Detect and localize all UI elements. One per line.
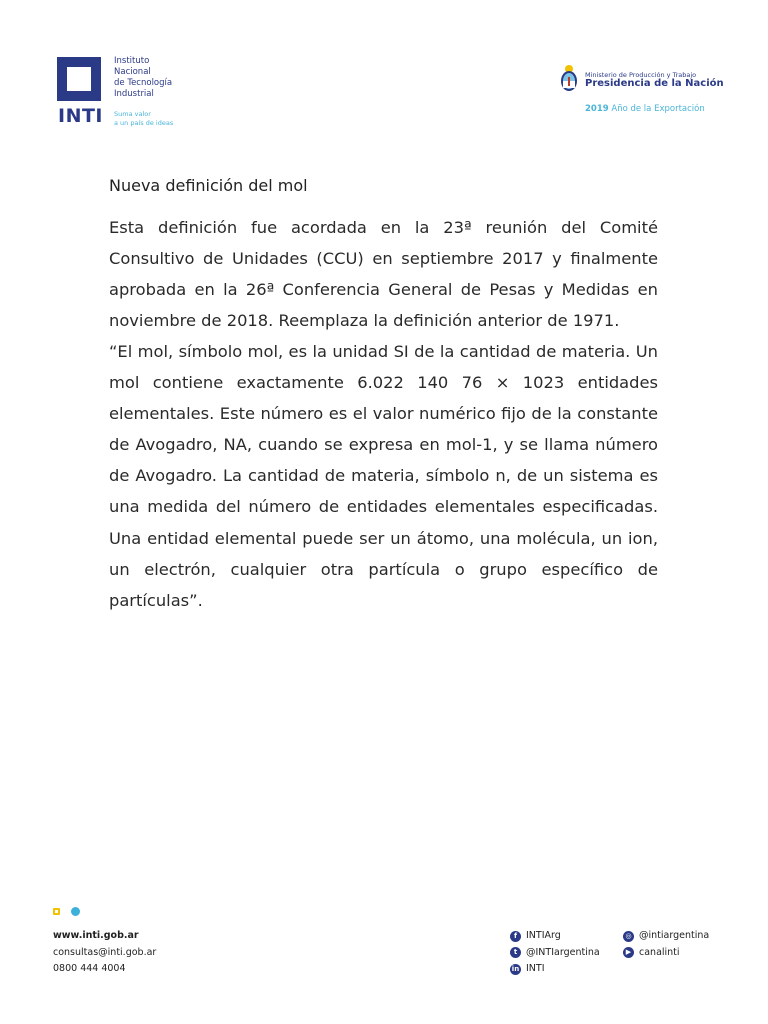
year-motto [585,104,705,114]
inti-institute-name [114,56,204,100]
facebook-handle: INTIArg [526,930,561,941]
footer-decoration [53,907,93,919]
inti-logo [55,55,195,130]
inti-acronym: INTI [58,105,104,127]
phone-number: 0800 444 4004 [53,963,126,974]
youtube-handle: canalinti [639,946,680,958]
inti-name-line: Instituto [114,56,150,66]
instagram-icon: ◎ [623,931,634,942]
year-label: Año de la Exportación [611,104,705,114]
inti-logo-mark [57,57,101,101]
social-links-col2 [623,928,709,961]
twitter-icon: t [510,947,521,958]
instagram-handle: @intiargentina [639,930,710,941]
youtube-link[interactable] [623,945,709,962]
inti-tagline-line: Suma valor [114,110,151,118]
blue-dot-icon [71,907,80,916]
document-paragraph: “El mol, símbolo mol, es la unidad SI de la cantidad de materia. Un mol contiene exactamente 6.022 140 76 × 1023 entidades elementales. Este número es el valor numérico fijo de la constante de Avogadro, NA, cuando se expresa en mol-1, y se llama número de Avogadro. La cantidad de materia, símbolo n, de un sistema es una medida del número de entidades elementales especificadas. Una entidad elemental puede ser un átomo, una molécula, un ion, un electrón, cualquier otra partícula o grupo específico de partículas”. [109,342,658,610]
instagram-link[interactable] [623,928,709,945]
ministry-name: Ministerio de Producción y Trabajo [585,71,697,79]
linkedin-link[interactable] [510,961,600,978]
email-link[interactable]: consultas@inti.gob.ar [53,946,157,958]
linkedin-handle: INTI [526,963,545,974]
inti-tagline-line: a un país de ideas [114,119,174,127]
twitter-handle: @INTIargentina [526,946,600,958]
twitter-link[interactable] [510,945,600,962]
facebook-link[interactable] [510,928,600,945]
inti-name-line: de Tecnología [114,78,173,88]
facebook-icon: f [510,931,521,942]
inti-tagline [114,110,194,128]
government-logo [558,63,724,123]
inti-name-line: Industrial [114,89,154,99]
document-title: Nueva definición del mol [109,176,308,195]
argentina-seal-icon [558,63,580,93]
yellow-square-icon [53,908,60,915]
youtube-icon: ▶ [623,947,634,958]
inti-name-line: Nacional [114,67,151,77]
website-link[interactable]: www.inti.gob.ar [53,930,139,941]
year-number: 2019 [585,104,609,114]
footer-contact [53,928,156,978]
linkedin-icon: in [511,964,520,973]
social-links-col1 [510,928,600,978]
presidency-name: Presidencia de la Nación [585,78,724,89]
document-paragraph: Esta definición fue acordada en la 23ª reunión del Comité Consultivo de Unidades (CCU) en septiembre 2017 y finalmente aprobada en la 26ª Conferencia General de Pesas y Medidas en noviembre de 2018. Reemplaza la definición anterior de 1971. [109,218,658,331]
